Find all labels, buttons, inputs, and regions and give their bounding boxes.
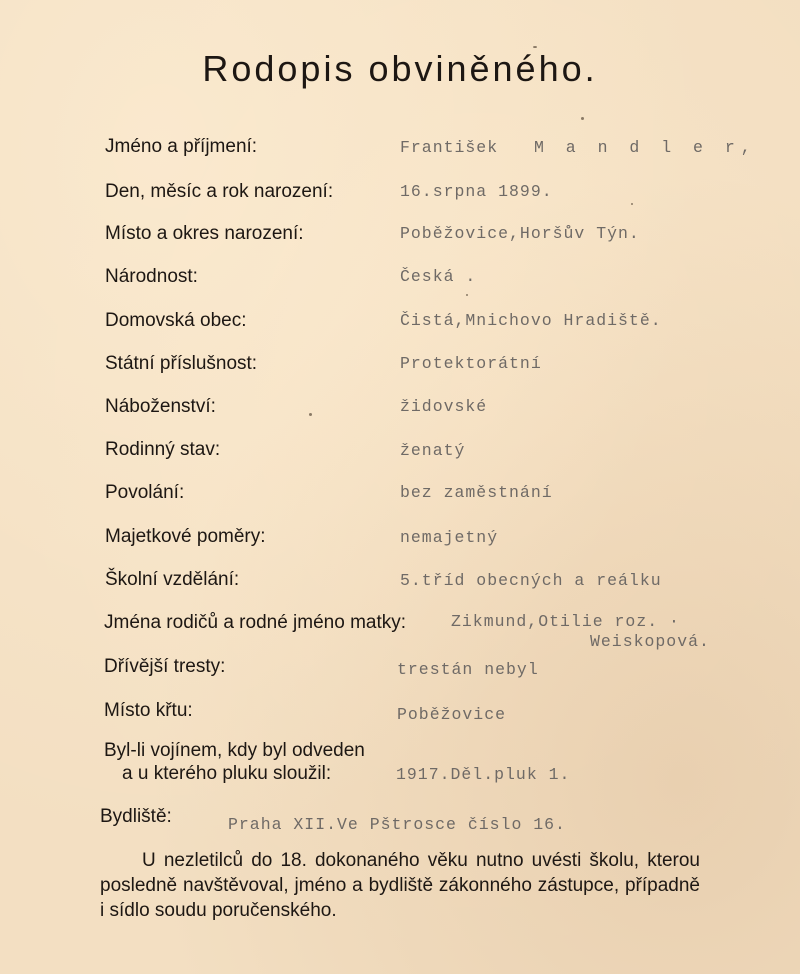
value-name-first: František — [400, 138, 499, 157]
label-education: Školní vzdělání: — [105, 569, 240, 590]
label-baptism-place: Místo křtu: — [104, 700, 193, 721]
value-nationality: Česká . — [400, 267, 477, 286]
label-home-municipality: Domovská obec: — [105, 310, 247, 331]
value-previous-convictions: trestán nebyl — [397, 660, 539, 679]
paper-speck — [581, 117, 584, 120]
label-property: Majetkové poměry: — [105, 526, 266, 547]
label-residence: Bydliště: — [100, 806, 172, 827]
label-military-line2: a u kterého pluku sloužil: — [122, 763, 332, 784]
value-education: 5.tříd obecných a reálku — [400, 571, 662, 590]
value-residence: Praha XII.Ve Pštrosce číslo 16. — [228, 815, 566, 834]
page-title: Rodopis obviněného. — [202, 48, 598, 89]
paper-speck — [466, 294, 468, 296]
label-nationality: Národnost: — [105, 266, 198, 287]
value-baptism-place: Poběžovice — [397, 705, 507, 724]
label-name: Jméno a příjmení: — [105, 136, 258, 157]
value-property: nemajetný — [400, 528, 499, 547]
value-parents-line2: Weiskopová. — [590, 632, 710, 651]
value-home-municipality: Čistá,Mnichovo Hradiště. — [400, 311, 662, 330]
value-occupation: bez zaměstnání — [400, 483, 553, 502]
label-previous-convictions: Dřívější tresty: — [104, 656, 226, 677]
label-birthplace: Místo a okres narození: — [105, 223, 304, 244]
label-military-line1: Byl-li vojínem, kdy byl odveden — [104, 740, 365, 761]
value-religion: židovské — [400, 397, 488, 416]
label-marital-status: Rodinný stav: — [105, 439, 221, 460]
minors-note: U nezletilců do 18. dokonaného věku nutno uvésti školu, kterou posledně navštěvoval, jméno a bydliště zákonného zástupce, případně i sídlo soudu poručenského. — [100, 850, 700, 921]
paper-speck — [533, 46, 537, 48]
value-parents-line1: Zikmund,Otilie roz. · — [451, 612, 680, 631]
value-birth-date: 16.srpna 1899. — [400, 182, 553, 201]
label-occupation: Povolání: — [105, 482, 185, 503]
value-name-last: M a n d l e r, — [534, 138, 757, 157]
value-birthplace: Poběžovice,Horšův Týn. — [400, 224, 640, 243]
label-birth-date: Den, měsíc a rok narození: — [105, 181, 334, 202]
label-religion: Náboženství: — [105, 396, 216, 417]
paper-speck — [631, 203, 633, 205]
value-citizenship: Protektorátní — [400, 354, 542, 373]
label-parents: Jména rodičů a rodné jméno matky: — [104, 612, 407, 633]
paper-speck — [309, 413, 312, 416]
label-citizenship: Státní příslušnost: — [105, 353, 258, 374]
value-marital-status: ženatý — [400, 441, 466, 460]
value-military: 1917.Děl.pluk 1. — [396, 765, 571, 784]
